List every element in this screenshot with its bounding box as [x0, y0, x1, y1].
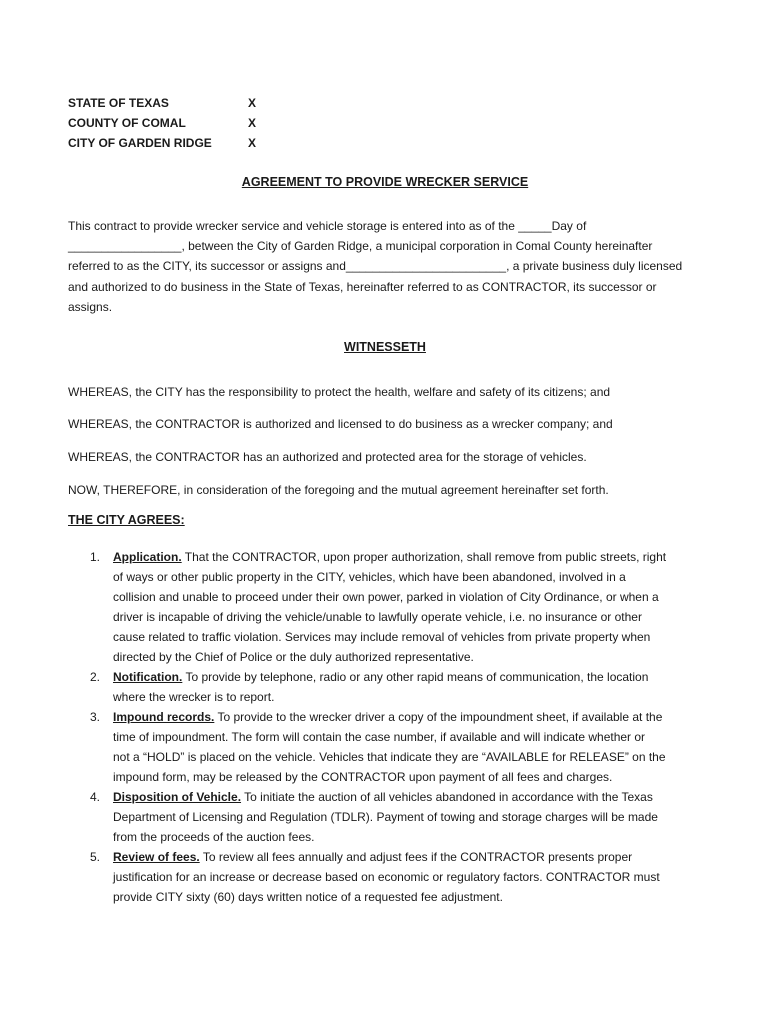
header-label: STATE OF TEXAS — [68, 96, 169, 110]
item-text: directed by the Chief of Police or the duly authorized representative. — [113, 650, 474, 664]
item-text: impound form, may be released by the CONTRACTOR upon payment of all fees and charges. — [113, 770, 613, 784]
document-title: AGREEMENT TO PROVIDE WRECKER SERVICE — [241, 175, 529, 189]
item-text: where the wrecker is to report. — [113, 690, 275, 704]
header-label: CITY OF GARDEN RIDGE — [68, 136, 212, 150]
item-text: not a “HOLD” is placed on the vehicle. Vehicles that indicate they are “AVAILABLE for RELEASE” on the — [113, 750, 666, 764]
item-text: driver is incapable of driving the vehicle/unable to lawfully operate vehicle, i.e. no insurance or other — [113, 610, 642, 624]
item-title: Disposition of Vehicle. — [113, 790, 242, 804]
list-item — [68, 787, 708, 847]
item-number: 4. — [90, 790, 101, 804]
jurisdiction-header — [68, 93, 256, 153]
item-text: of ways or other public property in the CITY, vehicles, which have been abandoned, involved in a — [113, 570, 626, 584]
header-mark: X — [248, 136, 257, 150]
header-mark: X — [248, 96, 257, 110]
item-title: Application. — [113, 550, 182, 564]
item-number: 1. — [90, 550, 101, 564]
list-item — [68, 707, 708, 787]
item-text: cause related to traffic violation. Services may include removal of vehicles from private property when — [113, 630, 651, 644]
intro-line: assigns. — [68, 299, 113, 314]
witnesseth-heading: WITNESSETH — [344, 340, 426, 354]
item-text: collision and unable to proceed under their own power, parked in violation of City Ordinance, or when a — [113, 590, 659, 604]
item-text: Department of Licensing and Regulation (TDLR). Payment of towing and storage charges will be made — [113, 810, 658, 824]
list-item — [68, 547, 708, 667]
recital: NOW, THEREFORE, in consideration of the foregoing and the mutual agreement hereinafter set forth. — [68, 483, 609, 497]
intro-line: _________________, between the City of Garden Ridge, a municipal corporation in Comal County hereinafter — [68, 239, 653, 254]
list-item — [68, 667, 708, 707]
recital: WHEREAS, the CONTRACTOR has an authorized and protected area for the storage of vehicles. — [68, 450, 587, 464]
item-text: To provide to the wrecker driver a copy of the impoundment sheet, if available at the — [214, 710, 663, 724]
recital: WHEREAS, the CITY has the responsibility to protect the health, welfare and safety of its citizens; and — [68, 385, 611, 399]
list-item — [68, 847, 708, 907]
item-text: To initiate the auction of all vehicles abandoned in accordance with the Texas — [241, 790, 653, 804]
item-title: Review of fees. — [113, 850, 200, 864]
intro-line: referred to as the CITY, its successor or assigns and________________________, a private business duly licensed — [68, 259, 683, 274]
item-text: That the CONTRACTOR, upon proper authorization, shall remove from public streets, right — [181, 550, 667, 564]
item-title: Notification. — [113, 670, 183, 684]
item-text: To provide by telephone, radio or any other rapid means of communication, the location — [182, 670, 649, 684]
item-number: 5. — [90, 850, 101, 864]
item-text: time of impoundment. The form will contain the case number, if available and will indicate whether or — [113, 730, 646, 744]
intro-line: This contract to provide wrecker service and vehicle storage is entered into as of the _____Day of — [68, 219, 587, 233]
header-row-county — [68, 113, 256, 133]
intro-paragraph — [68, 216, 700, 317]
city-agrees-heading: THE CITY AGREES: — [68, 513, 185, 527]
item-text: To review all fees annually and adjust fees if the CONTRACTOR presents proper — [199, 850, 633, 864]
item-text: from the proceeds of the auction fees. — [113, 830, 315, 844]
item-text: provide CITY sixty (60) days written notice of a requested fee adjustment. — [113, 890, 503, 904]
header-row-city — [68, 133, 256, 153]
header-label: COUNTY OF COMAL — [68, 116, 186, 130]
city-agrees-list — [68, 547, 708, 907]
header-row-state — [68, 93, 256, 113]
recital: WHEREAS, the CONTRACTOR is authorized and licensed to do business as a wrecker company; and — [68, 417, 613, 431]
item-number: 2. — [90, 670, 101, 684]
intro-line: and authorized to do business in the State of Texas, hereinafter referred to as CONTRACTOR, its successor or — [68, 279, 657, 294]
header-mark: X — [248, 116, 257, 130]
item-text: justification for an increase or decrease based on economic or regulatory factors. CONTRACTOR must — [113, 870, 660, 884]
item-number: 3. — [90, 710, 101, 724]
item-title: Impound records. — [113, 710, 215, 724]
